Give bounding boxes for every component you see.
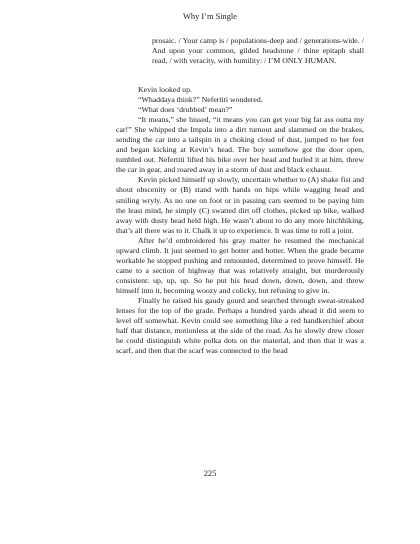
paragraph: Kevin picked himself up slowly, uncertain whether to (A) shake fist and shout obscenity or (B) stand with hands on hips while wagging head and smiling wryly. As no one on foot or in passing cars seemed to be paying him the least mind, he simply (C) swatted dirt off clothes, picked up bike, walked away with dusty head held high. He wasn’t about to do any more hitchhiking, that’s all there was to it. Chalk it up to experience. It was time to roll a joint. — [116, 175, 364, 235]
paragraph: Kevin looked up. — [138, 85, 192, 94]
paragraph: “It means,” she hissed, “it means you can get your big fat ass outta my car!” She whipped the Impala into a dirt turnout and slammed on the brakes, sending the car into a tailspin in a choking cloud of dust, jumped to her feet and began kicking at Kevin’s head. The boy somehow got the door open, tumbled out. Nefertiti lifted his bike over her head and hurled it at him, threw the car in gear, and roared away in a storm of dust and black exhaust. — [116, 115, 364, 175]
page-number: 225 — [203, 469, 217, 478]
body-text — [116, 85, 364, 356]
paragraph: “What does ‘drubbed’ mean?” — [138, 105, 233, 115]
paragraph: Finally he raised his gaudy gourd and searched through sweat-streaked lenses for the top of the grade. Perhaps a hundred yards ahead it did seem to level off somewhat. Kevin could see something like a red handkerchief about half that distance, motionless at the side of the road. As he slowly drew closer he could distinguish white polka dots on the material, and then that it was a scarf, and then that the scarf was connected to the head — [116, 295, 364, 356]
poem-excerpt: prosaic. / Your camp is / populations-deep and / generations-wide. / And upon your common, gilded headstone / thine epitaph shall read, / with veracity, with humility: / I’M ONLY HUMAN. — [152, 36, 364, 65]
paragraph: After he’d embroidered his gray matter he resumed the mechanical upward climb. It just seemed to get hotter and hotter. When the grade became workable he stopped pushing and remounted, determined to prove himself. He came to a section of highway that was relatively straight, but murderously consistent: up, up, up. So he put his head down, down, down, and threw himself into it, becoming woozy and colicky, but refusing to give in. — [116, 235, 364, 295]
paragraph: “Whaddaya think?” Nefertiti wondered. — [138, 95, 263, 105]
running-head: Why I’m Single — [183, 12, 237, 21]
